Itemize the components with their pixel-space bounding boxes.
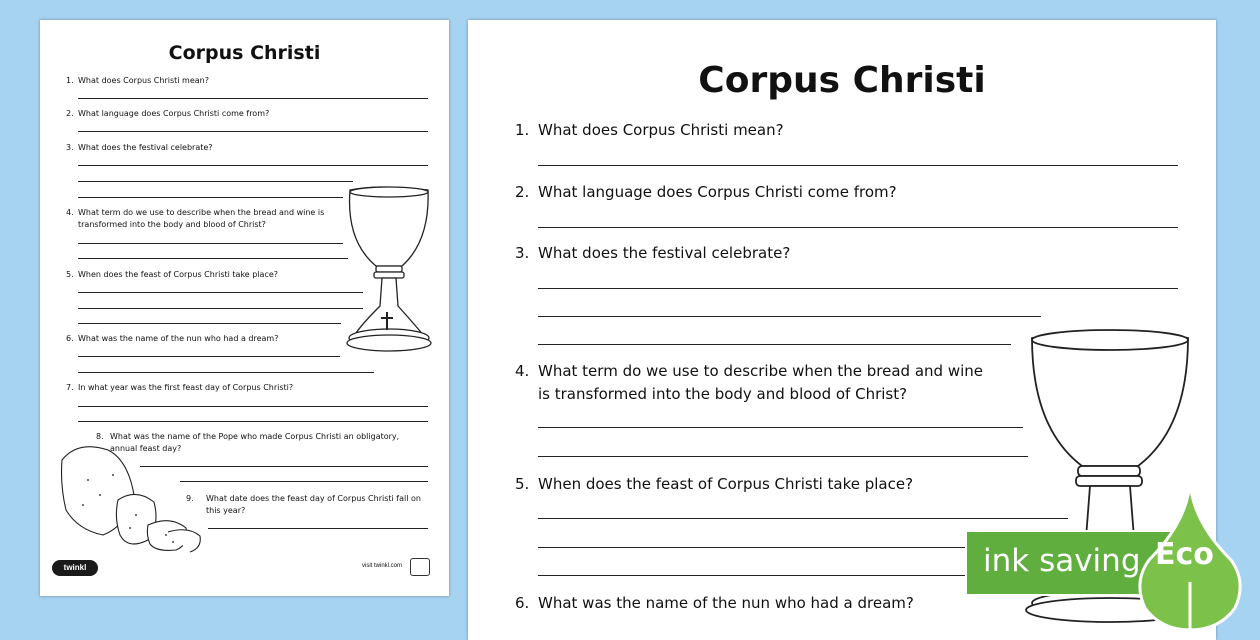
answer-line[interactable] xyxy=(538,288,1178,289)
footer-url[interactable]: visit twinkl.com xyxy=(362,563,403,569)
answer-line[interactable] xyxy=(538,518,1068,519)
question-7: 7. In what year was the first feast day of Corpus Christi? xyxy=(66,383,294,392)
answer-line[interactable] xyxy=(78,131,428,132)
chalice-icon xyxy=(340,186,440,352)
answer-line[interactable] xyxy=(538,456,1028,457)
answer-line[interactable] xyxy=(78,372,374,373)
answer-line[interactable] xyxy=(538,344,1011,345)
question-3: 3. What does the festival celebrate? xyxy=(66,143,213,152)
eco-label: Eco xyxy=(1155,537,1214,572)
answer-line[interactable] xyxy=(538,427,1023,428)
question-4: 4. What term do we use to describe when the bread and wine is transformed into the body and blood of Christ? xyxy=(66,208,325,229)
question-6: 6. What was the name of the nun who had a dream? xyxy=(515,594,914,612)
question-3: 3. What does the festival celebrate? xyxy=(515,244,791,262)
question-9: 9. What date does the feast day of Corpus Christi fall on this year? xyxy=(186,494,421,515)
answer-line[interactable] xyxy=(78,292,363,293)
question-5: 5. When does the feast of Corpus Christi take place? xyxy=(66,270,279,279)
answer-line[interactable] xyxy=(78,406,428,407)
twinkl-logo: twinkl xyxy=(52,560,98,576)
answer-line[interactable] xyxy=(538,165,1178,166)
question-5: 5. When does the feast of Corpus Christi take place? xyxy=(515,475,914,493)
answer-line[interactable] xyxy=(78,308,363,309)
answer-line[interactable] xyxy=(538,316,1041,317)
answer-line[interactable] xyxy=(78,98,428,99)
answer-line[interactable] xyxy=(78,258,348,259)
answer-line[interactable] xyxy=(538,575,1028,576)
question-2: 2. What language does Corpus Christi come from? xyxy=(515,183,897,201)
answer-line[interactable] xyxy=(78,181,353,182)
answer-line[interactable] xyxy=(78,421,428,422)
footer-mark-icon xyxy=(410,558,430,576)
page-title: Corpus Christi xyxy=(168,42,321,64)
answer-line[interactable] xyxy=(208,528,428,529)
answer-line[interactable] xyxy=(78,197,343,198)
answer-line[interactable] xyxy=(78,356,340,357)
bread-icon xyxy=(58,440,208,555)
answer-line[interactable] xyxy=(78,243,343,244)
question-1: 1. What does Corpus Christi mean? xyxy=(515,121,784,139)
page-title: Corpus Christi xyxy=(698,60,986,101)
answer-line[interactable] xyxy=(78,165,428,166)
ink-saving-badge xyxy=(965,530,1250,596)
ink-saving-label: ink saving xyxy=(983,543,1141,579)
question-6: 6. What was the name of the nun who had a dream? xyxy=(66,334,279,343)
worksheet-thumbnail xyxy=(40,20,449,596)
question-8: 8. What was the name of the Pope who made Corpus Christi an obligatory, annual feast day? xyxy=(96,432,400,453)
question-4: 4. What term do we use to describe when the bread and wine is transformed into the body and blood of Christ? xyxy=(515,362,984,403)
question-2: 2. What language does Corpus Christi come from? xyxy=(66,109,270,118)
question-1: 1. What does Corpus Christi mean? xyxy=(66,76,209,85)
eco-drop-icon xyxy=(1135,482,1245,637)
answer-line[interactable] xyxy=(538,227,1178,228)
answer-line[interactable] xyxy=(78,323,341,324)
answer-line[interactable] xyxy=(180,481,428,482)
